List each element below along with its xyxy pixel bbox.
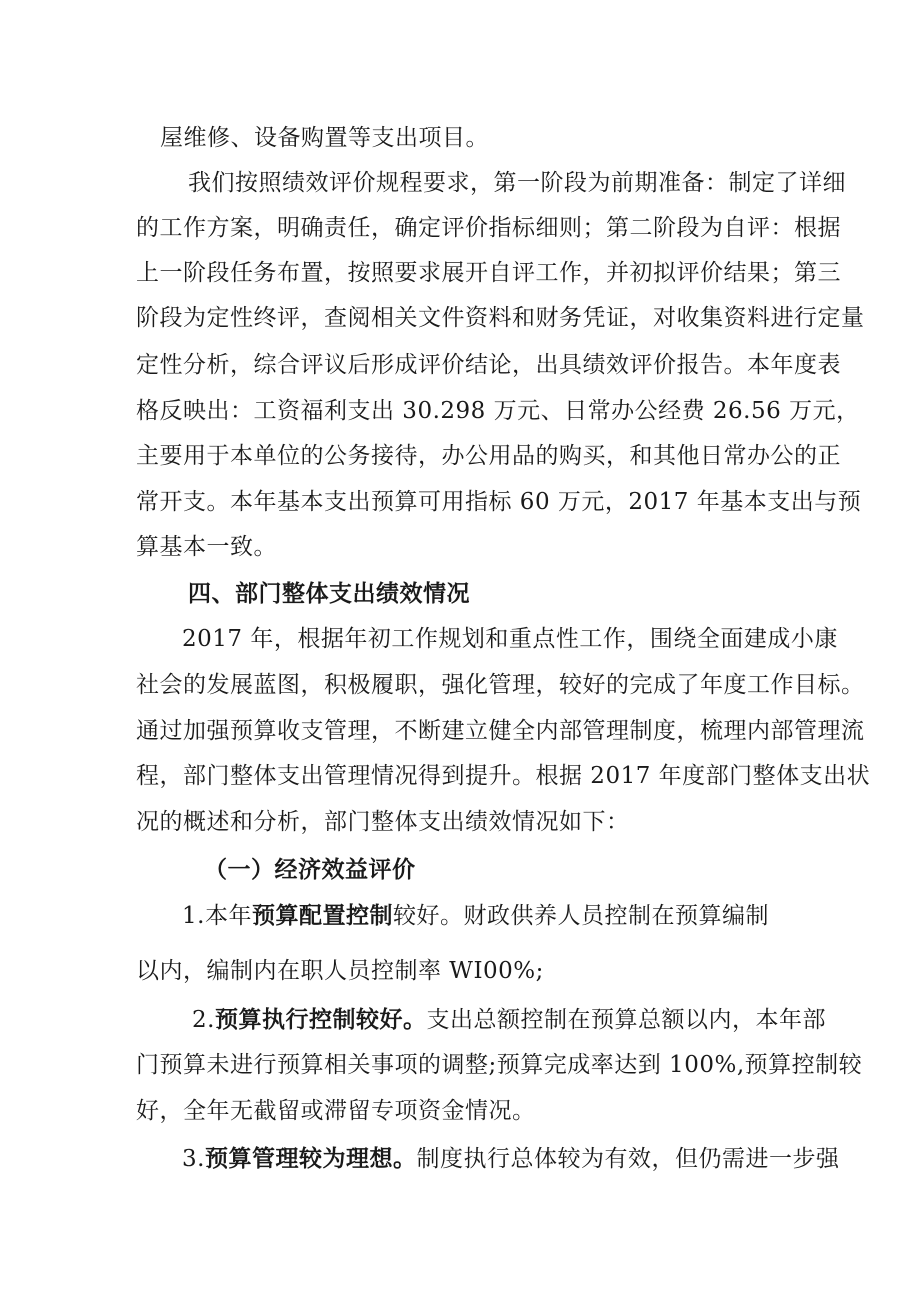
list-item-emphasis: 预算执行控制较好。 — [214, 1006, 427, 1033]
list-item-number: 1.本年 — [182, 903, 252, 929]
list-item-number: 3. — [182, 1146, 205, 1172]
section-heading: 四、部门整体支出绩效情况 — [188, 580, 470, 607]
list-item-text: 较好。财政供养人员控制在预算编制 — [392, 903, 769, 929]
paragraph-line: 上一阶段任务布置，按照要求展开自评工作，并初拟评价结果；第三 — [136, 260, 841, 286]
paragraph-line: 好，全年无截留或滞留专项资金情况。 — [136, 1098, 536, 1124]
paragraph-line: 格反映出：工资福利支出 30.298 万元、日常办公经费 26.56 万元， — [136, 398, 860, 424]
list-item-number: 2. — [192, 1007, 215, 1033]
paragraph-line: 况的概述和分析，部门整体支出绩效情况如下： — [136, 809, 630, 835]
list-item-emphasis: 预算配置控制 — [251, 902, 393, 929]
paragraph-line: 算基本一致。 — [136, 534, 277, 560]
paragraph-line: 的工作方案，明确责任，确定评价指标细则；第二阶段为自评：根据 — [136, 215, 841, 241]
paragraph-line: 主要用于本单位的公务接待，办公用品的购买，和其他日常办公的正 — [136, 443, 841, 469]
paragraph-line: 程，部门整体支出管理情况得到提升。根据 2017 年度部门整体支出状 — [136, 763, 871, 789]
list-item-2 — [192, 1005, 826, 1035]
paragraph-line: 2017 年，根据年初工作规划和重点性工作，围绕全面建成小康 — [182, 626, 838, 652]
list-item-3 — [182, 1144, 839, 1174]
paragraph-line: 常开支。本年基本支出预算可用指标 60 万元，2017 年基本支出与预 — [136, 489, 862, 515]
subsection-heading: （一）经济效益评价 — [204, 856, 416, 883]
paragraph-line: 门预算未进行预算相关事项的调整;预算完成率达到 100%,预算控制较 — [136, 1052, 863, 1078]
list-item-text: 制度执行总体较为有效，但仍需进一步强 — [416, 1146, 840, 1172]
list-item-text: 支出总额控制在预算总额以内，本年部 — [426, 1007, 826, 1033]
paragraph-line: 以内，编制内在职人员控制率 WI00%; — [136, 958, 544, 984]
paragraph-line: 我们按照绩效评价规程要求，第一阶段为前期准备：制定了详细 — [188, 170, 846, 196]
paragraph-line: 阶段为定性终评，查阅相关文件资料和财务凭证，对收集资料进行定量 — [136, 305, 865, 331]
paragraph-line: 社会的发展蓝图，积极履职，强化管理，较好的完成了年度工作目标。 — [136, 672, 865, 698]
list-item-emphasis: 预算管理较为理想。 — [204, 1145, 417, 1172]
paragraph-line: 通过加强预算收支管理，不断建立健全内部管理制度，梳理内部管理流 — [136, 718, 865, 744]
list-item-1 — [182, 901, 769, 931]
paragraph-line: 定性分析，综合评议后形成评价结论，出具绩效评价报告。本年度表 — [136, 352, 841, 378]
paragraph-line: 屋维修、设备购置等支出项目。 — [160, 125, 489, 151]
